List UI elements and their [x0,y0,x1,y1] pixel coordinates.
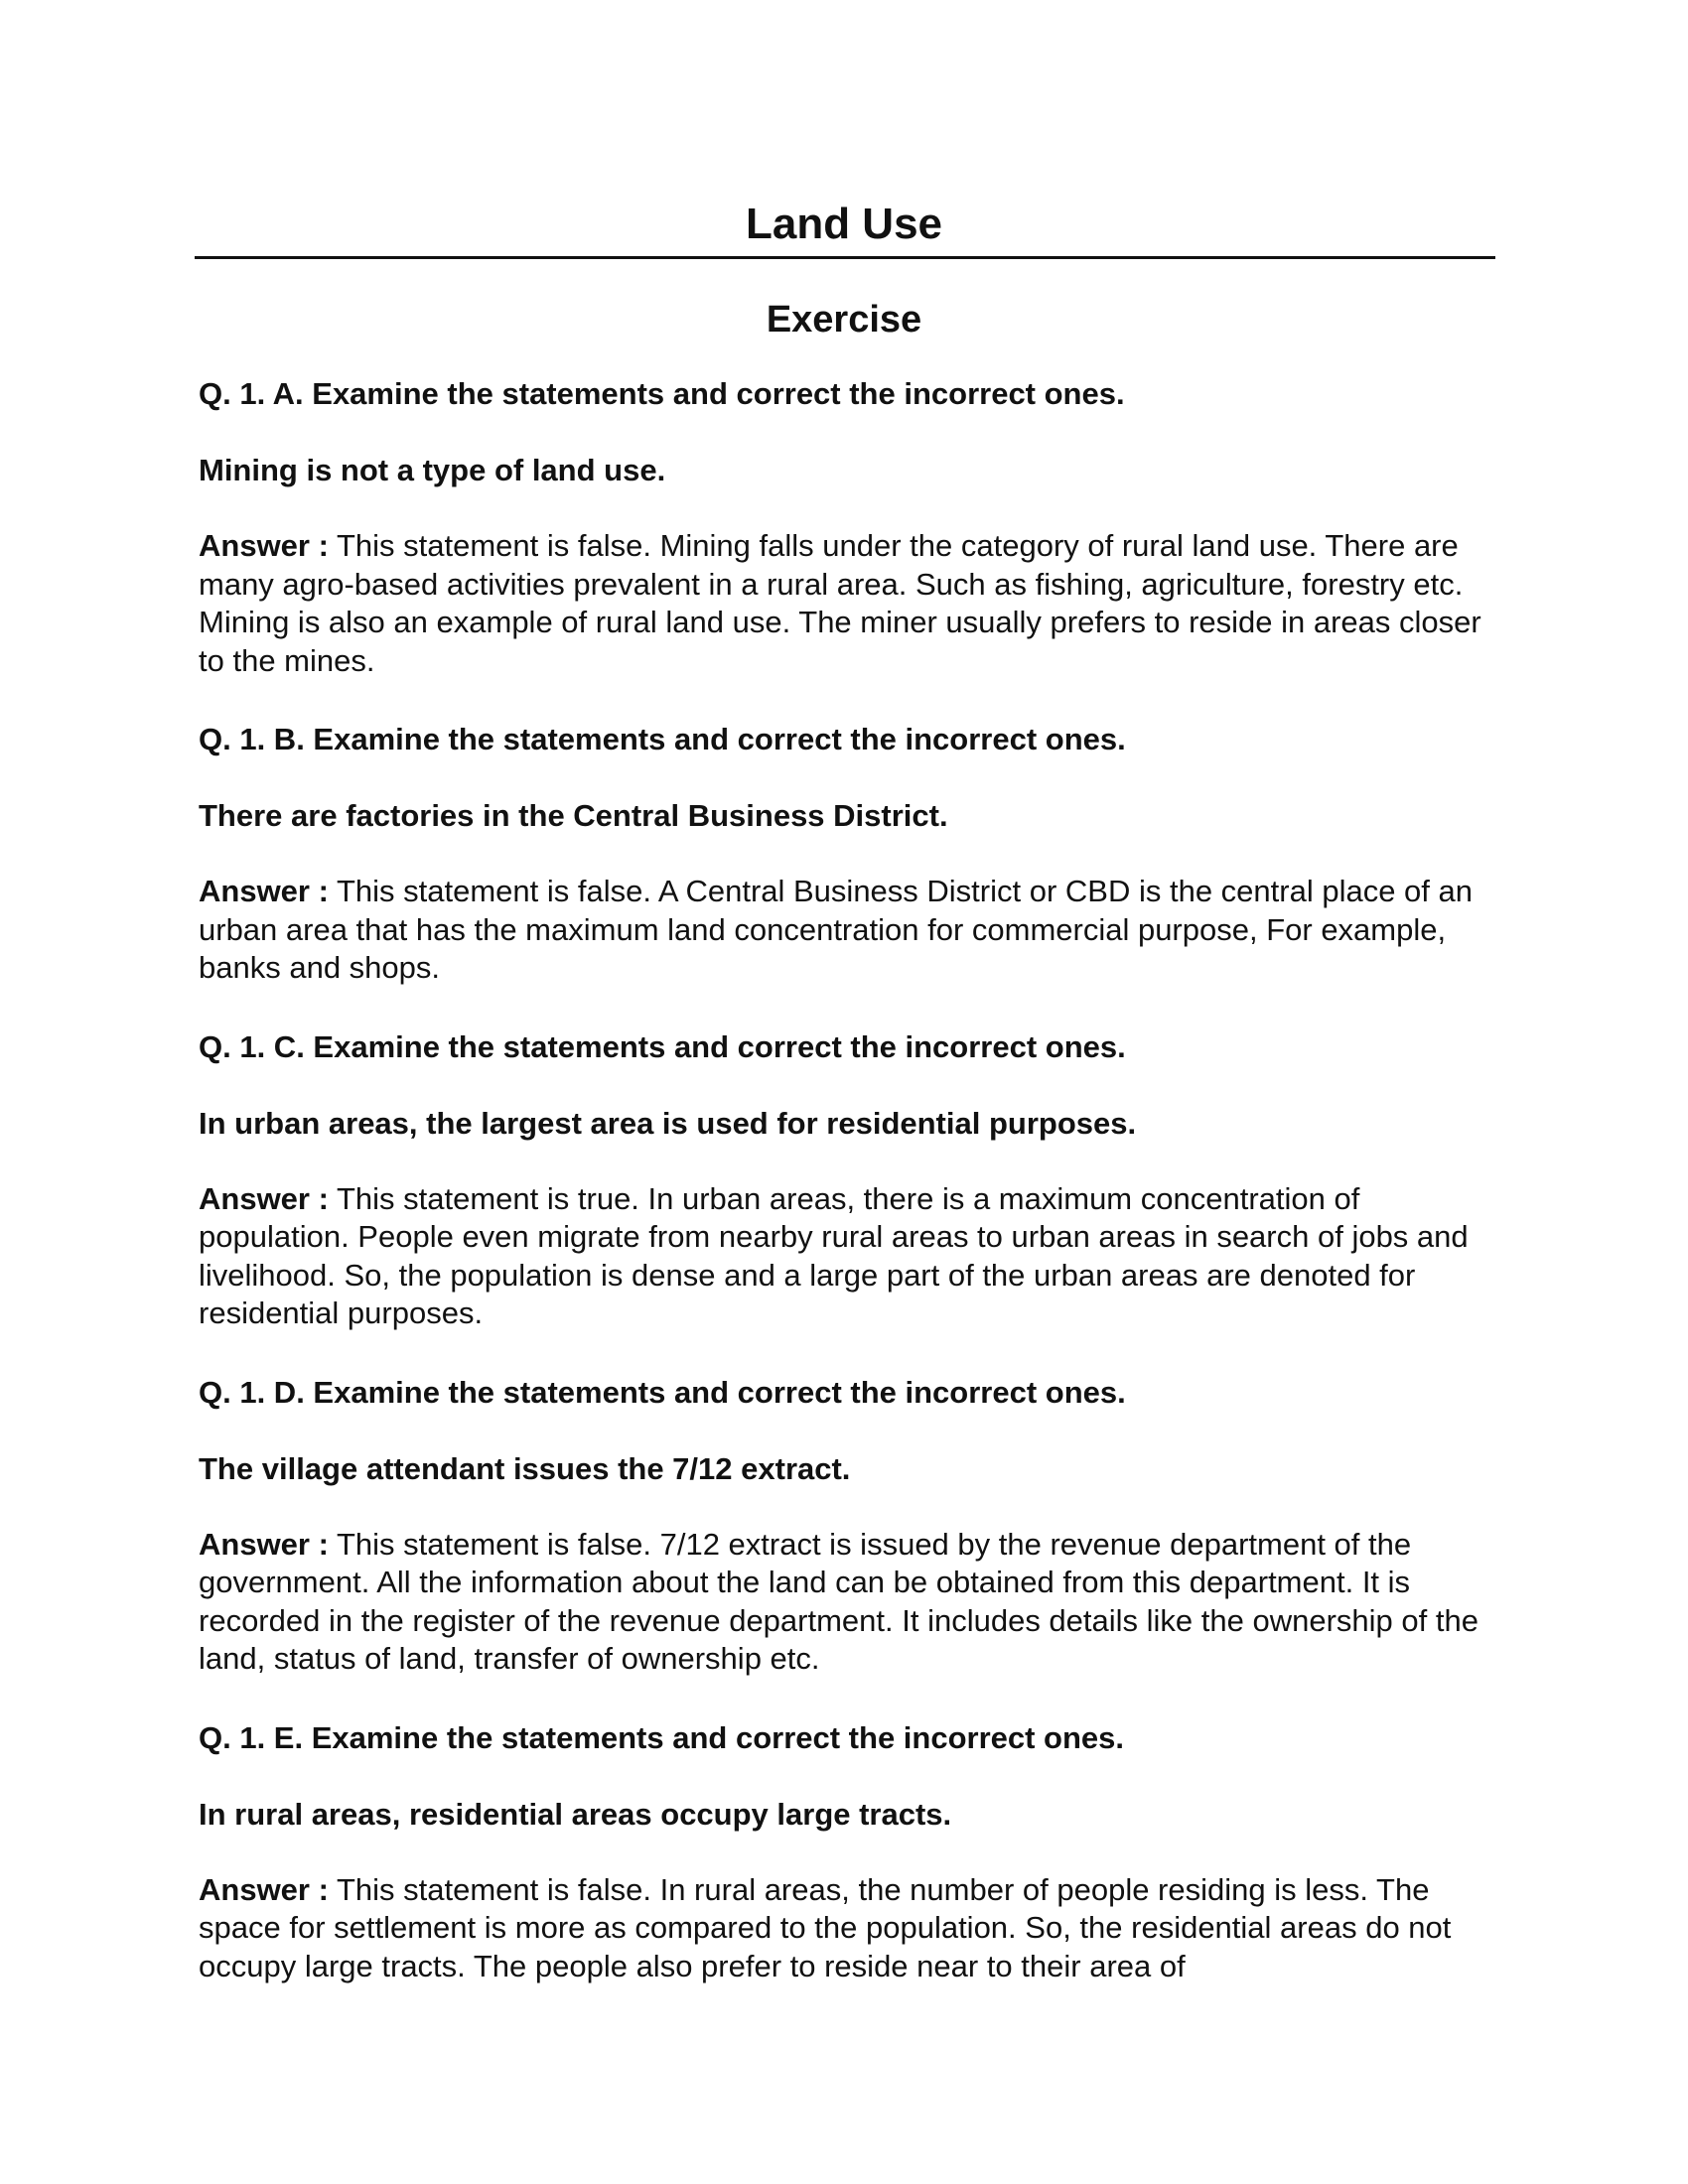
section-subtitle: Exercise [766,299,922,341]
question-heading: Q. 1. C. Examine the statements and correct the incorrect ones. [199,1028,1126,1064]
answer-text: This statement is false. A Central Business District or CBD is the central place of an urban area that has the maximum land concentration for commercial purpose, For example, banks and shops. [199,874,1474,985]
document-page [199,195,1489,1985]
answer-paragraph [199,873,1489,988]
question-block-1b [199,720,1489,988]
answer-label: Answer : [199,1526,329,1562]
answer-label: Answer : [199,874,329,908]
title-divider [195,256,1495,259]
question-statement: Mining is not a type of land use. [199,453,666,487]
question-statement: In rural areas, residential areas occupy large tracts. [199,1796,952,1832]
answer-paragraph [199,1526,1489,1679]
question-heading: Q. 1. D. Examine the statements and correct the incorrect ones. [199,1374,1126,1410]
answer-text: This statement is false. 7/12 extract is issued by the revenue department of the government. All the information about the land can be obtained from this department. It is recorded in the register of the revenue department. It includes details like the ownership of the land, status of land, transfer of ownership etc. [199,1526,1478,1676]
question-heading: Q. 1. B. Examine the statements and correct the incorrect ones. [199,722,1126,756]
answer-label: Answer : [199,528,329,563]
page-title: Land Use [745,200,943,248]
question-heading: Q. 1. A. Examine the statements and correct the incorrect ones. [199,376,1125,411]
answer-text: This statement is false. Mining falls under the category of rural land use. There are many agro-based activities prevalent in a rural area. Such as fishing, agriculture, forestry etc. Mining is also an example of rural land use. The miner usually prefers to reside in areas closer to the mines. [199,528,1481,678]
answer-paragraph [199,527,1489,680]
answer-label: Answer : [199,1180,329,1216]
question-statement: There are factories in the Central Business District. [199,798,948,833]
question-block-1c [199,1027,1489,1333]
question-statement: In urban areas, the largest area is used for residential purposes. [199,1105,1137,1141]
question-heading: Q. 1. E. Examine the statements and correct the incorrect ones. [199,1719,1125,1755]
answer-paragraph [199,1180,1489,1333]
answer-text: This statement is true. In urban areas, there is a maximum concentration of population. People even migrate from nearby rural areas to urban areas in search of jobs and livelihood. So, the population is dense and a large part of the urban areas are denoted for residential purposes. [199,1180,1469,1330]
answer-paragraph [199,1871,1489,1986]
question-statement: The village attendant issues the 7/12 extract. [199,1450,851,1486]
question-block-1a [199,374,1489,680]
answer-label: Answer : [199,1871,329,1907]
question-block-1d [199,1373,1489,1679]
answer-text: This statement is false. In rural areas, the number of people residing is less. The space for settlement is more as compared to the population. So, the residential areas do not occupy large tracts. The people also prefer to reside near to their area of [199,1871,1452,1983]
question-block-1e [199,1718,1489,1986]
